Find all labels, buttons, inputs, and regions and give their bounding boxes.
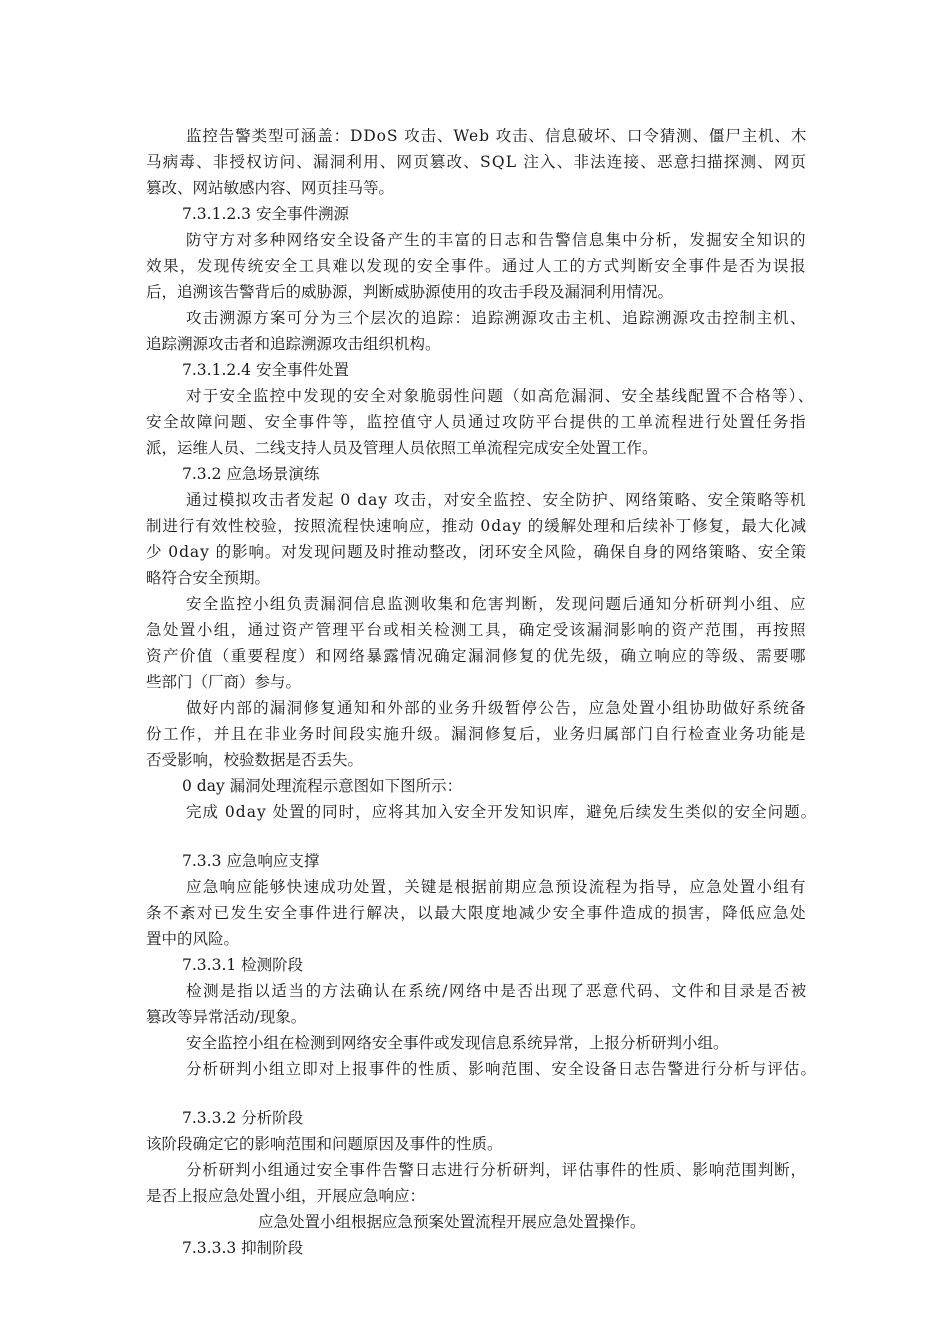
section-heading: 0 day 漏洞处理流程示意图如下图所示：	[182, 777, 463, 795]
paragraph-line: 应急响应能够快速成功处置，关键是根据前期应急预设流程为指导，应急处置小组有	[186, 878, 807, 896]
paragraph-line: 效果，发现传统安全工具难以发现的安全事件。通过人工的方式判断安全事件是否为误报	[146, 257, 807, 275]
paragraph-line: 马病毒、非授权访问、漏洞利用、网页篡改、SQL 注入、非法连接、恶意扫描探测、网页	[146, 153, 808, 171]
paragraph-line: 完成 0day 处置的同时，应将其加入安全开发知识库，避免后续发生类似的安全问题。	[186, 803, 818, 821]
section-heading: 7.3.3 应急响应支撑	[182, 852, 320, 870]
paragraph-line: 篡改、网站敏感内容、网页挂马等。	[146, 179, 395, 197]
paragraph-line: 置中的风险。	[146, 930, 240, 948]
paragraph-line: 些部门（厂商）参与。	[146, 673, 302, 691]
paragraph-line: 监控告警类型可涵盖：DDoS 攻击、Web 攻击、信息破坏、口令猜测、僵尸主机、木	[186, 127, 808, 145]
paragraph-line: 安全监控小组在检测到网络安全事件或发现信息系统异常，上报分析研判小组。	[186, 1034, 729, 1052]
section-heading: 7.3.2 应急场景演练	[182, 465, 320, 483]
paragraph-line: 追踪溯源攻击者和追踪溯源攻击组织机构。	[146, 335, 441, 353]
section-heading: 7.3.1.2.4 安全事件处置	[182, 361, 349, 379]
section-heading: 7.3.3.1 检测阶段	[182, 956, 304, 974]
paragraph-line: 后，追溯该告警背后的威胁源，判断威胁源使用的攻击手段及漏洞利用情况。	[146, 283, 674, 301]
paragraph-line: 急处置小组，通过资产管理平台或相关检测工具，确定受该漏洞影响的资产范围，再按照	[146, 621, 807, 639]
paragraph-line: 应急处置小组根据应急预案处置流程开展应急处置操作。	[258, 1213, 646, 1231]
paragraph-line: 派，运维人员、二线支持人员及管理人员依照工单流程完成安全处置工作。	[146, 439, 658, 457]
paragraph-line: 篡改等异常活动/现象。	[146, 1008, 307, 1026]
paragraph-line: 做好内部的漏洞修复通知和外部的业务升级暂停公告，应急处置小组协助做好系统备	[186, 699, 807, 717]
paragraph-line: 攻击溯源方案可分为三个层次的追踪：追踪溯源攻击主机、追踪溯源攻击控制主机、	[186, 309, 807, 327]
paragraph-line: 安全故障问题、安全事件等，监控值守人员通过攻防平台提供的工单流程进行处置任务指	[146, 413, 807, 431]
section-heading: 7.3.1.2.3 安全事件溯源	[182, 205, 349, 223]
paragraph-line: 分析研判小组通过安全事件告警日志进行分析研判，评估事件的性质、影响范围判断，	[186, 1161, 807, 1179]
paragraph-line: 通过模拟攻击者发起 0 day 攻击，对安全监控、安全防护、网络策略、安全策略等机	[186, 491, 807, 509]
paragraph-line: 对于安全监控中发现的安全对象脆弱性问题（如高危漏洞、安全基线配置不合格等）、	[186, 387, 815, 405]
paragraph-line: 条不紊对已发生安全事件进行解决，以最大限度地减少安全事件造成的损害，降低应急处	[146, 904, 807, 922]
paragraph-line: 略符合安全预期。	[146, 569, 271, 587]
paragraph-line: 检测是指以适当的方法确认在系统/网络中是否出现了恶意代码、文件和目录是否被	[186, 982, 808, 1000]
paragraph-line: 该阶段确定它的影响范围和问题原因及事件的性质。	[146, 1135, 503, 1153]
paragraph-line: 制进行有效性校验，按照流程快速响应，推动 0day 的缓解处理和后续补丁修复，最大化减	[146, 517, 808, 535]
paragraph-line: 安全监控小组负责漏洞信息监测收集和危害判断，发现问题后通知分析研判小组、应	[186, 595, 807, 613]
paragraph-line: 否受影响，校验数据是否丢失。	[146, 751, 364, 769]
section-heading: 7.3.3.2 分析阶段	[182, 1109, 304, 1127]
paragraph-line: 防守方对多种网络安全设备产生的丰富的日志和告警信息集中分析，发掘安全知识的	[186, 231, 807, 249]
paragraph-line: 份工作，并且在非业务时间段实施升级。漏洞修复后，业务归属部门自行检查业务功能是	[146, 725, 807, 743]
paragraph-line: 资产价值（重要程度）和网络暴露情况确定漏洞修复的优先级，确立响应的等级、需要哪	[146, 647, 807, 665]
paragraph-line: 分析研判小组立即对上报事件的性质、影响范围、安全设备日志告警进行分析与评估。	[186, 1060, 818, 1078]
paragraph-line: 少 0day 的影响。对发现问题及时推动整改，闭环安全风险，确保自身的网络策略、安全策	[146, 543, 808, 561]
paragraph-line: 是否上报应急处置小组，开展应急响应：	[146, 1187, 426, 1205]
section-heading: 7.3.3.3 抑制阶段	[182, 1239, 304, 1257]
